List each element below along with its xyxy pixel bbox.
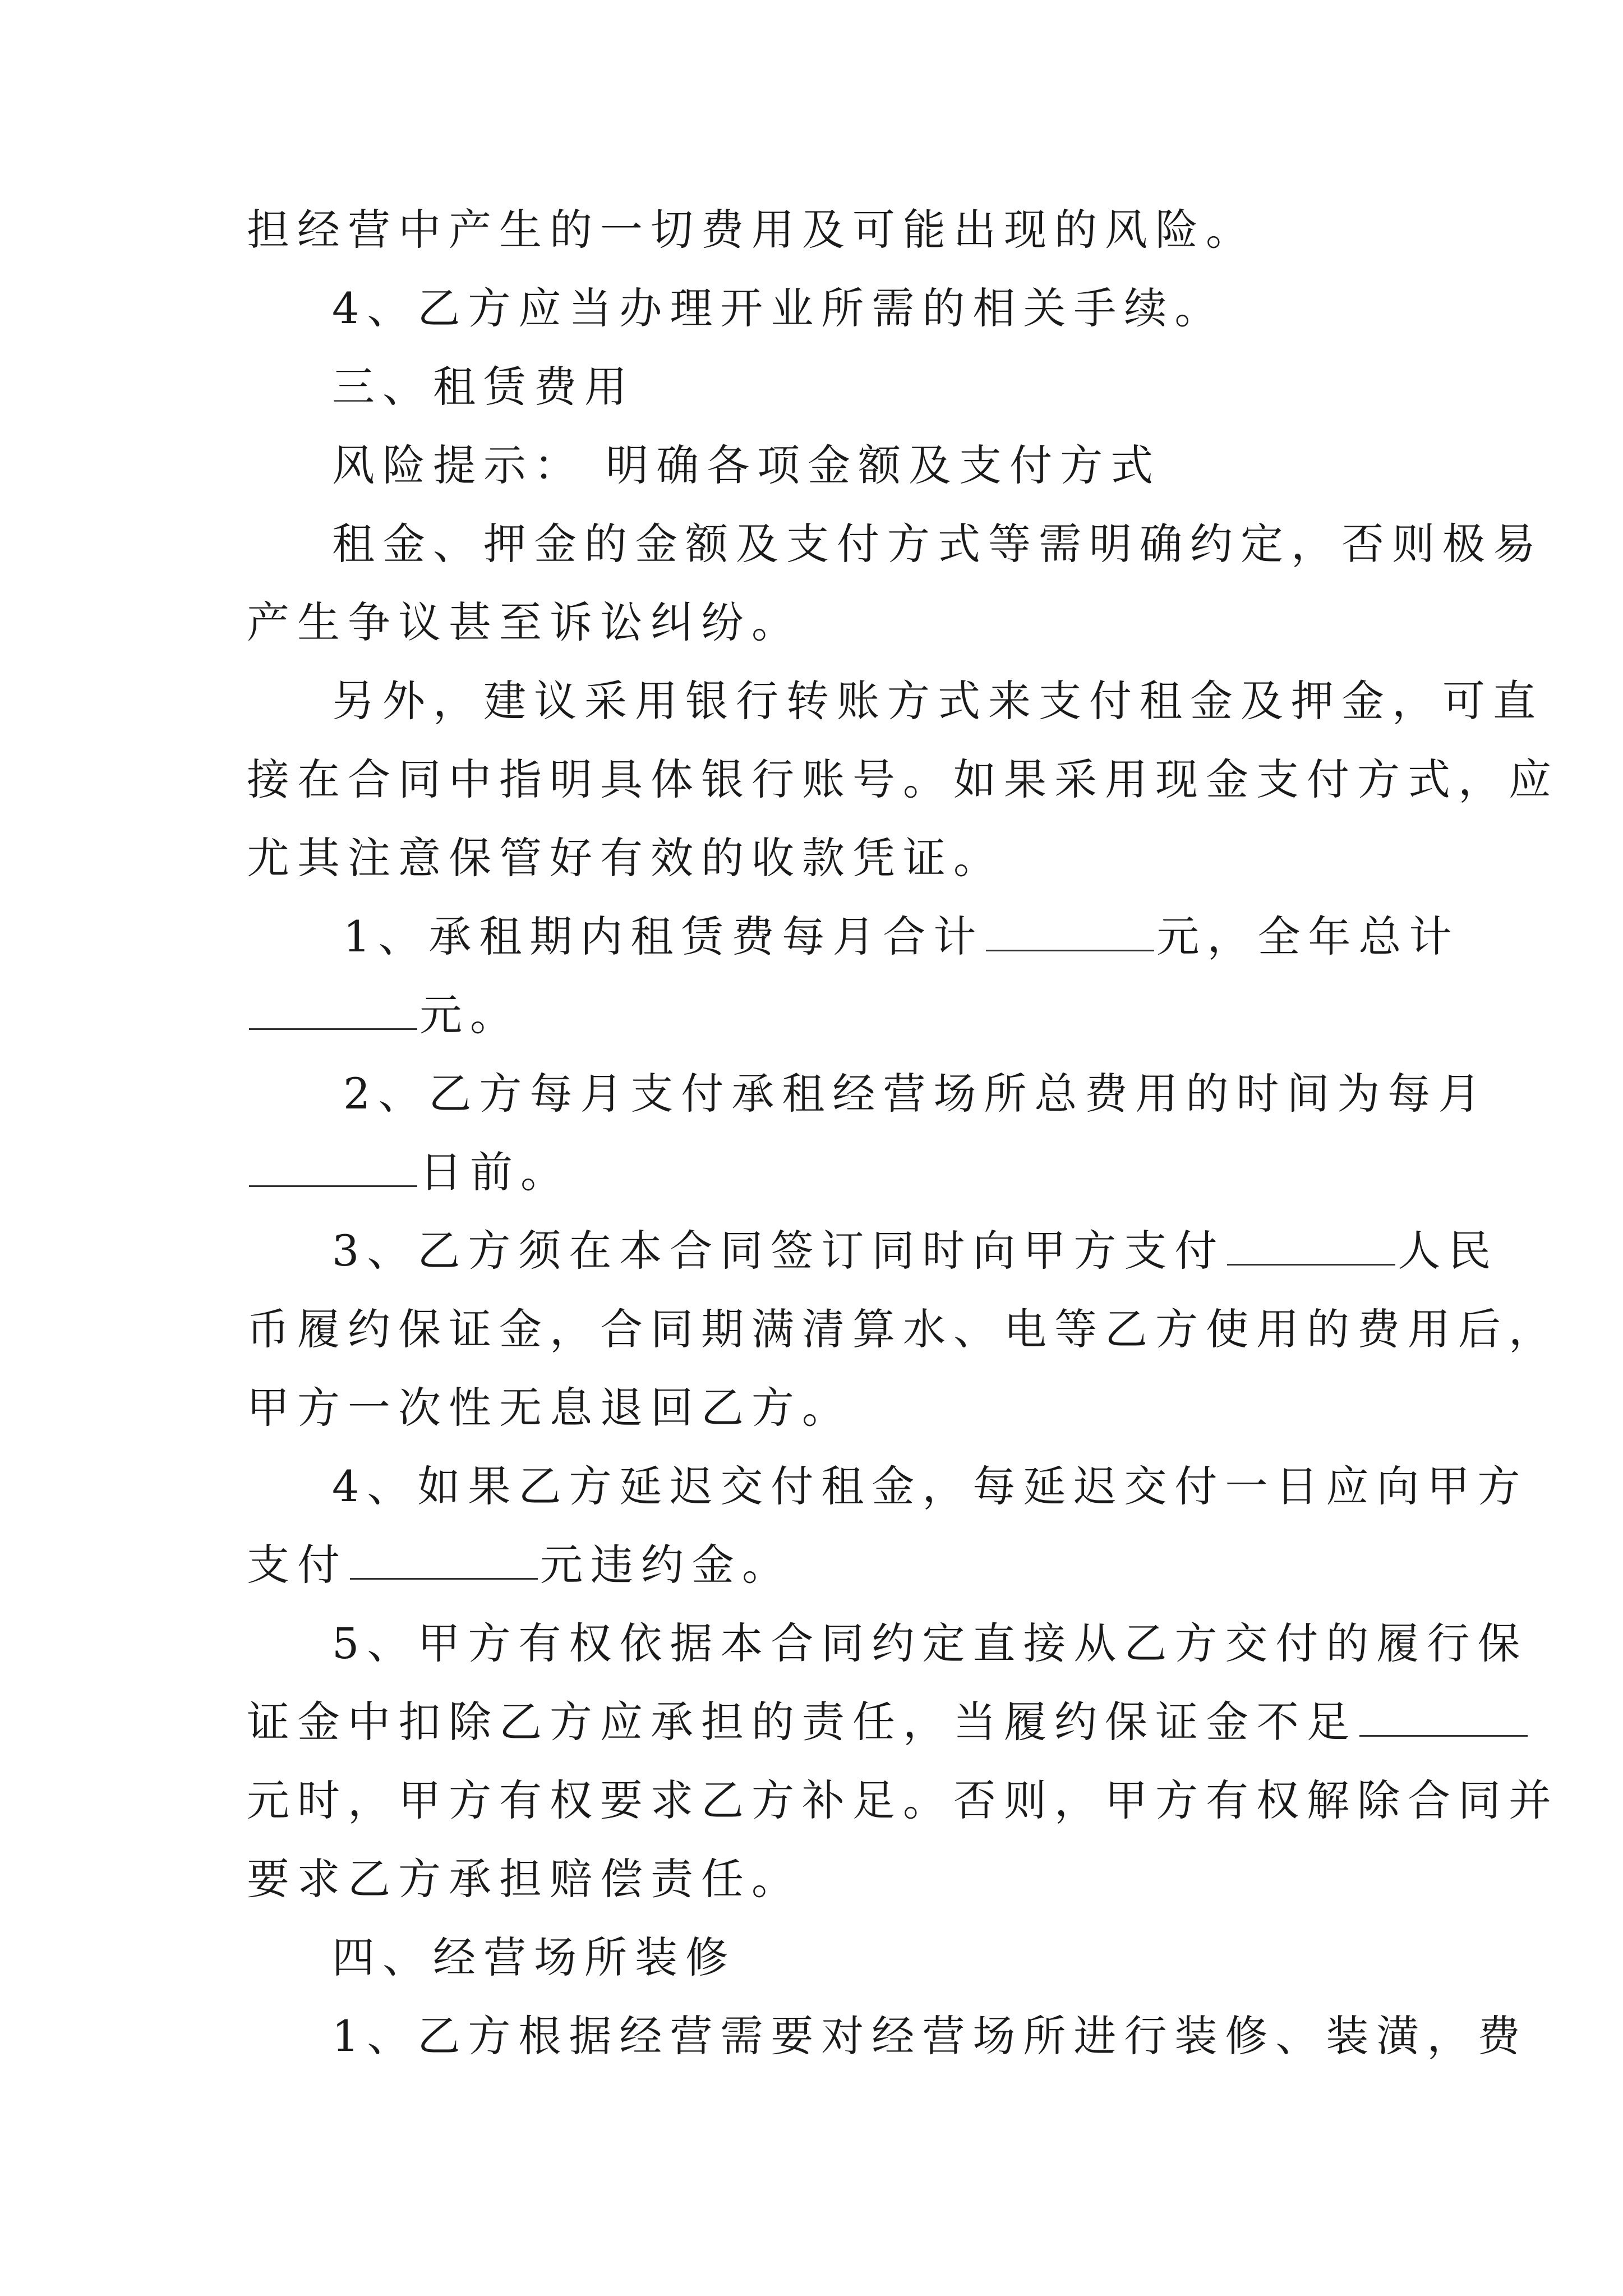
clause-line: 日前。 <box>247 1144 571 1200</box>
clause-line: 1、乙方根据经营需要对经营场所进行装修、装潢，费 <box>332 2011 1528 2061</box>
clause-line: 甲方一次性无息退回乙方。 <box>247 1383 852 1433</box>
fill-blank[interactable] <box>1359 1696 1528 1737</box>
text-line: 产生争议甚至诉讼纠纷。 <box>247 597 802 647</box>
text-line: 接在合同中指明具体银行账号。如果采用现金支付方式，应 <box>247 754 1559 804</box>
text-line: 尤其注意保管好有效的收款凭证。 <box>247 833 1004 883</box>
clause-line: 1、承租期内租赁费每月合计 元，全年总计 <box>343 912 1460 961</box>
text-line: 4、乙方应当办理开业所需的相关手续。 <box>332 283 1225 333</box>
clause-line: 元。 <box>247 987 520 1043</box>
text-line: 租金、押金的金额及支付方式等需明确约定，否则极易 <box>332 519 1543 569</box>
text-line: 另外，建议采用银行转账方式来支付租金及押金，可直 <box>332 676 1543 726</box>
clause-line: 证金中扣除乙方应承担的责任，当履约保证金不足 <box>247 1694 1530 1750</box>
section-heading: 三、租赁费用 <box>332 362 635 412</box>
fill-blank[interactable] <box>1227 1225 1395 1266</box>
clause-line: 币履约保证金，合同期满清算水、电等乙方使用的费用后， <box>247 1304 1559 1354</box>
fill-blank[interactable] <box>986 910 1154 951</box>
clause-line: 3、乙方须在本合同签订同时向甲方支付 人民 <box>332 1226 1499 1276</box>
clause-line: 2、乙方每月支付承租经营场所总费用的时间为每月 <box>343 1069 1489 1119</box>
clause-line: 元时，甲方有权要求乙方补足。否则，甲方有权解除合同并 <box>247 1775 1559 1825</box>
clause-line: 支付 元违约金。 <box>247 1540 792 1590</box>
risk-tip-heading: 风险提示： 明确各项金额及支付方式 <box>332 440 1161 490</box>
text-line: 担经营中产生的一切费用及可能出现的风险。 <box>247 205 1256 255</box>
fill-blank[interactable] <box>350 1539 538 1580</box>
clause-line: 4、如果乙方延迟交付租金，每延迟交付一日应向甲方 <box>332 1461 1528 1511</box>
fill-blank[interactable] <box>249 1146 417 1187</box>
section-heading: 四、经营场所装修 <box>332 1932 736 1982</box>
clause-line: 要求乙方承担赔偿责任。 <box>247 1854 802 1904</box>
fill-blank[interactable] <box>249 989 417 1030</box>
clause-line: 5、甲方有权依据本合同约定直接从乙方交付的履行保 <box>332 1618 1528 1668</box>
